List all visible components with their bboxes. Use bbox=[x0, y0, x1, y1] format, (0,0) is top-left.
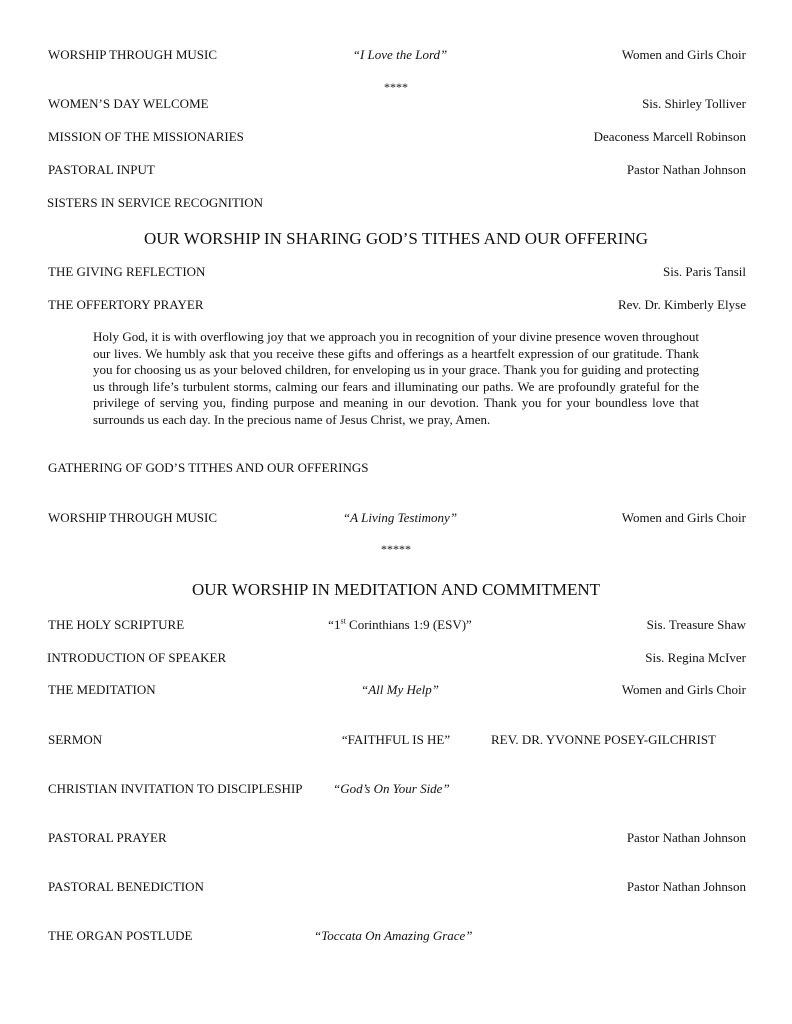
sermon-title: “FAITHFUL IS HE” bbox=[341, 732, 451, 747]
performer-name: Women and Girls Choir bbox=[621, 682, 746, 697]
participant-name: Deaconess Marcell Robinson bbox=[593, 129, 746, 144]
scripture-reference: “1st Corinthians 1:9 (ESV)” bbox=[328, 616, 472, 632]
program-item-label: WORSHIP THROUGH MUSIC bbox=[48, 510, 218, 525]
performer-name: Women and Girls Choir bbox=[621, 47, 746, 62]
program-item-label: SISTERS IN SERVICE RECOGNITION bbox=[47, 195, 263, 210]
program-item-label: INTRODUCTION OF SPEAKER bbox=[47, 650, 227, 665]
participant-name: Sis. Shirley Tolliver bbox=[642, 96, 746, 111]
program-item-label: THE HOLY SCRIPTURE bbox=[48, 617, 185, 632]
participant-name: Sis. Treasure Shaw bbox=[646, 617, 746, 632]
song-title: “A Living Testimony” bbox=[342, 510, 458, 525]
song-title: “I Love the Lord” bbox=[352, 47, 448, 62]
program-item-label: WORSHIP THROUGH MUSIC bbox=[48, 47, 218, 62]
program-item-label: CHRISTIAN INVITATION TO DISCIPLESHIP bbox=[48, 781, 303, 796]
participant-name: Sis. Regina McIver bbox=[645, 650, 746, 665]
offertory-prayer-text: Holy God, it is with overflowing joy that we approach you in recognition of your divine presence woven throughout our lives. We humbly ask that you receive these gifts and offerings as a heartfelt expression of our gratitude. Thank you for choosing us as your beloved children, for enveloping us in your grace. Thank you for guiding and protecting us through life’s turbulent storms, calming our fears and illuminating our paths. We are profoundly grateful for the privilege of serving you, finding purpose and meaning in our devotion. Thank you for your boundless love that surrounds us each day. In the precious name of Jesus Christ, we pray, Amen. bbox=[93, 329, 699, 427]
participant-name: Sis. Paris Tansil bbox=[662, 264, 746, 279]
program-item-label: GATHERING OF GOD’S TITHES AND OUR OFFERINGS bbox=[48, 460, 369, 475]
participant-name: Rev. Dr. Kimberly Elyse bbox=[617, 297, 746, 312]
program-item-label: PASTORAL BENEDICTION bbox=[48, 879, 204, 894]
section-separator: ***** bbox=[381, 542, 411, 556]
program-item-label: SERMON bbox=[48, 732, 103, 747]
song-title: “God’s On Your Side” bbox=[333, 781, 450, 796]
program-item-label: PASTORAL PRAYER bbox=[48, 830, 167, 845]
program-item-label: THE GIVING REFLECTION bbox=[48, 264, 206, 279]
program-item-label: MISSION OF THE MISSIONARIES bbox=[48, 129, 244, 144]
program-item-label: THE OFFERTORY PRAYER bbox=[48, 297, 204, 312]
speaker-name: REV. DR. YVONNE POSEY-GILCHRIST bbox=[491, 732, 716, 747]
section-heading: OUR WORSHIP IN MEDITATION AND COMMITMENT bbox=[191, 580, 601, 599]
section-heading: OUR WORSHIP IN SHARING GOD’S TITHES AND OUR OFFERING bbox=[143, 229, 649, 248]
performer-name: Women and Girls Choir bbox=[621, 510, 746, 525]
song-title: “All My Help” bbox=[361, 682, 439, 697]
participant-name: Pastor Nathan Johnson bbox=[626, 879, 746, 894]
program-item-label: THE MEDITATION bbox=[48, 682, 156, 697]
program-item-label: PASTORAL INPUT bbox=[48, 162, 155, 177]
song-title: “Toccata On Amazing Grace” bbox=[314, 928, 473, 943]
participant-name: Pastor Nathan Johnson bbox=[626, 830, 746, 845]
program-item-label: WOMEN’S DAY WELCOME bbox=[48, 96, 209, 111]
participant-name: Pastor Nathan Johnson bbox=[626, 162, 746, 177]
program-item-label: THE ORGAN POSTLUDE bbox=[48, 928, 193, 943]
section-separator: **** bbox=[384, 80, 408, 94]
